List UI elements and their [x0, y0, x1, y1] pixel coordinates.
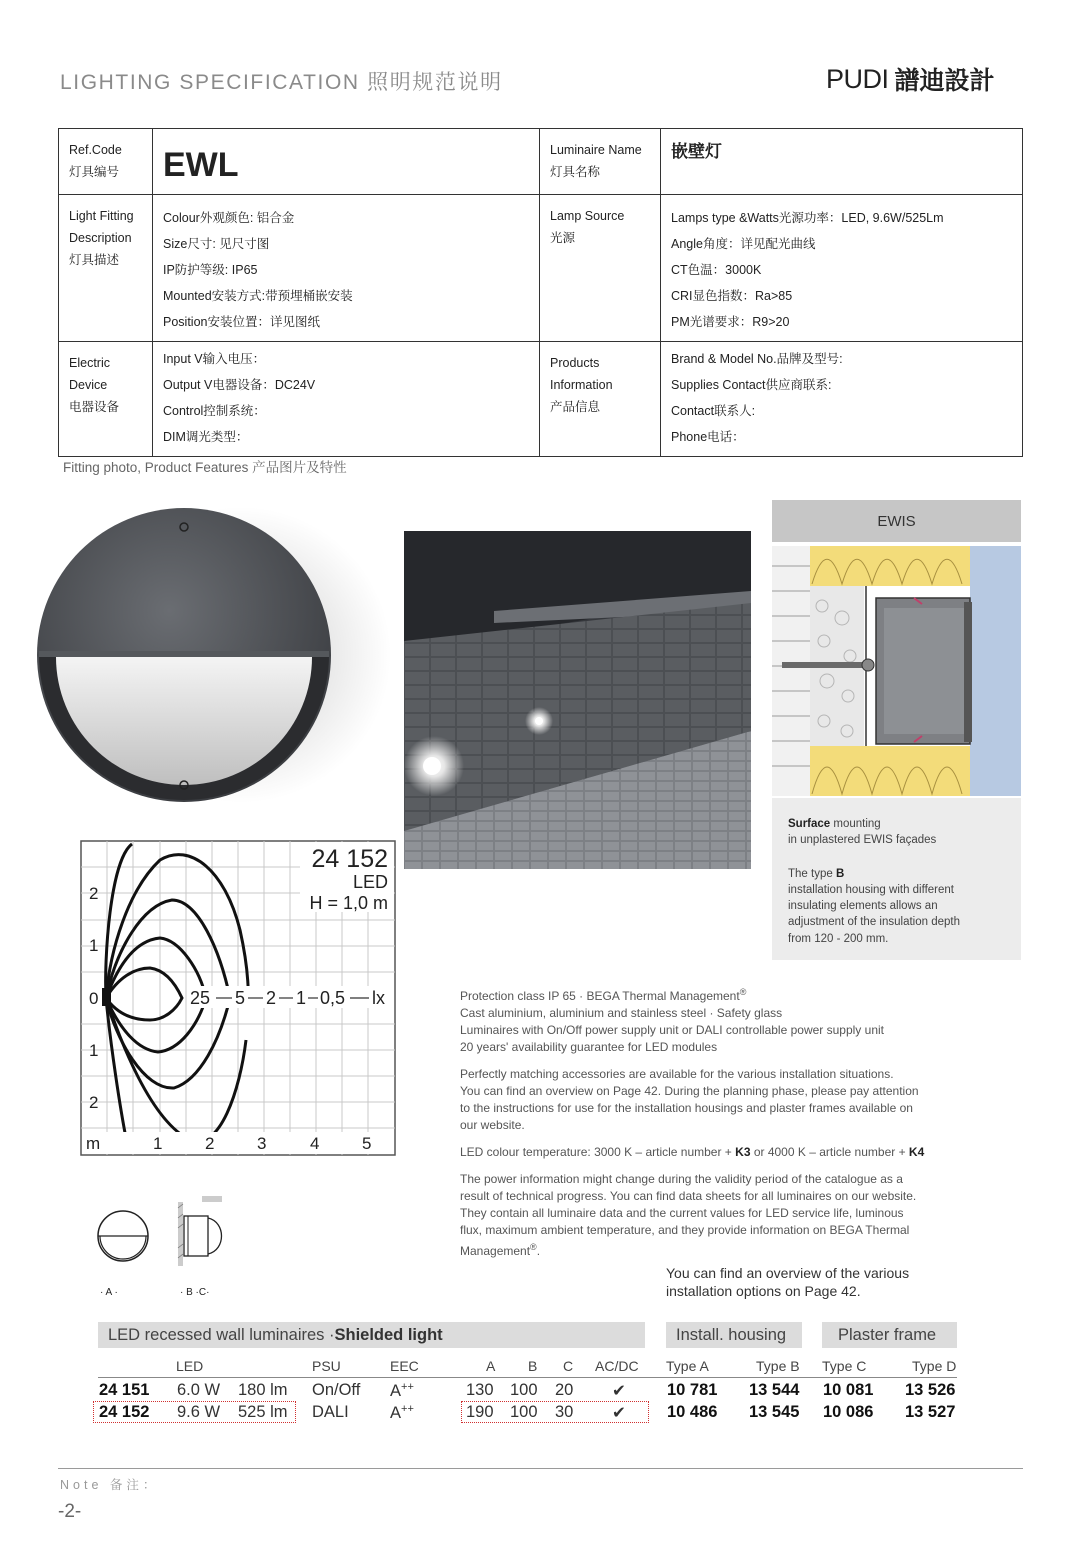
- highlight-selected-dimensions: [461, 1401, 649, 1423]
- col-header-led: LED: [176, 1358, 204, 1374]
- lamp-source-label: Lamp Source 光源: [540, 195, 661, 342]
- x-tick-label: 5: [362, 1134, 372, 1153]
- table-divider: [98, 1377, 957, 1378]
- col-header-c: C: [563, 1358, 574, 1374]
- lamp-source-details: Lamps type &Watts光源功率：LED, 9.6W/525Lm Angle角度：详见配光曲线 CT色温：3000K CRI显色指数：Ra>85 PM光谱要求：R9>20: [661, 195, 1023, 342]
- lx-label: lx: [372, 988, 385, 1008]
- ewis-panel: [772, 500, 1021, 960]
- lx-label: 2: [266, 988, 277, 1008]
- logo-chinese: 譜迪設計: [894, 67, 995, 95]
- isolux-code: 24 152: [311, 845, 388, 873]
- overview-note: You can find an overview of the various installation options on Page 42.: [666, 1265, 910, 1299]
- page-title: LIGHTING SPECIFICATION 照明规范说明: [60, 71, 503, 94]
- lx-label: 1: [296, 988, 307, 1008]
- x-tick-label: 3: [257, 1134, 267, 1153]
- col-header-type-a: Type A: [666, 1358, 709, 1374]
- x-tick-label: m: [86, 1134, 101, 1153]
- col-header-psu: PSU: [312, 1358, 341, 1374]
- fitting-description: Colour外观颜色: 铝合金 Size尺寸: 见尺寸图 IP防护等级: IP65 Mounted安装方式:带预埋桶嵌安装 Position安装位置：详见图纸: [153, 195, 540, 342]
- dim-label-bc: · B ·C·: [180, 1287, 210, 1298]
- ewis-description: Surface mounting in unplastered EWIS façades The type B installation housing with different insulating elements allows an adjustment of the insulation depth from 120 - 200 mm.: [772, 798, 1021, 960]
- highlight-selected-product: [93, 1401, 296, 1423]
- x-tick-label: 1: [153, 1134, 163, 1153]
- y-tick-label: 2: [89, 884, 99, 903]
- col-header-type-d: Type D: [912, 1358, 957, 1374]
- logo-brand: PUDI: [826, 63, 889, 94]
- installation-photo: [404, 531, 751, 869]
- col-header-a: A: [486, 1358, 496, 1374]
- ewis-title: EWIS: [772, 500, 1021, 542]
- plaster-title: Plaster frame: [822, 1322, 957, 1348]
- col-header-eec: EEC: [390, 1358, 419, 1374]
- col-header-acdc: AC/DC: [595, 1358, 639, 1374]
- dimension-icons: [92, 1196, 252, 1300]
- y-tick-label: 2: [89, 1093, 99, 1112]
- ewis-mounting-diagram: [772, 546, 1021, 796]
- luminaire-name-label: Luminaire Name 灯具名称: [540, 129, 661, 195]
- products-info-label: Products Information 产品信息: [540, 342, 661, 457]
- products-info-details: Brand & Model No.品牌及型号: Supplies Contact供应商联系: Contact联系人: Phone电话：: [661, 342, 1023, 457]
- refcode-value: EWL: [153, 129, 540, 195]
- y-tick-label: 1: [89, 936, 99, 955]
- luminaire-photo: [36, 505, 396, 805]
- isolux-height: H = 1,0 m: [309, 893, 388, 913]
- page-number: -2-: [58, 1501, 82, 1522]
- x-tick-label: 2: [205, 1134, 215, 1153]
- footer-divider: [58, 1468, 1023, 1469]
- col-header-type-b: Type B: [756, 1358, 800, 1374]
- product-description: Protection class IP 65 · BEGA Thermal Management® Cast aluminium, aluminium and stainless steel · Safety glass Luminaires with On/Off power supply unit or DALI controllable power supply unit 20 years' availability guarantee for LED modules Perfectly matching accessories are available for the various installation situations. You can find an overview on Page 42. During the planning phase, please pay attention to the instructions for use for the installation housings and plaster frames available on our website. LED colour temperature: 3000 K – article number + K3 or 4000 K – article number + K4 The power information might change during the validity period of the catalogue as a result of technical progress. You can find data sheets for all luminaires on our website. They contain all luminaire data and the current values for LED service life, luminous flux, maximum ambient temperature, and they provide information on BEGA Thermal Management®.: [460, 987, 925, 1258]
- isolux-type: LED: [352, 872, 388, 892]
- luminaire-name-value: 嵌壁灯: [661, 129, 1023, 195]
- isolux-lx-legend: [188, 986, 392, 1008]
- fitting-label: Light Fitting Description 灯具描述: [59, 195, 153, 342]
- note-label: Note 备注：: [60, 1478, 160, 1492]
- electric-device-details: Input V输入电压： Output V电器设备：DC24V Control控制系统： DIM调光类型：: [153, 342, 540, 457]
- x-tick-label: 4: [310, 1134, 320, 1153]
- col-header-type-c: Type C: [822, 1358, 867, 1374]
- lx-label: 0,5: [320, 988, 346, 1008]
- refcode-label: Ref.Code 灯具编号: [59, 129, 153, 195]
- dim-label-a: · A ·: [100, 1287, 118, 1298]
- product-table-title: LED recessed wall luminaires · Shielded light: [98, 1322, 645, 1348]
- lx-label: 25: [190, 988, 211, 1008]
- y-tick-label: 1: [89, 1041, 99, 1060]
- housing-title: Install. housing: [666, 1322, 802, 1348]
- lx-label: 5: [235, 988, 246, 1008]
- spec-table: [58, 128, 1023, 457]
- electric-device-label: Electric Device 电器设备: [59, 342, 153, 457]
- y-tick-label: 0: [89, 989, 99, 1008]
- photo-caption: Fitting photo, Product Features 产品图片及特性: [63, 460, 347, 475]
- isolux-diagram: [80, 840, 396, 1156]
- brand-logo: [826, 62, 1022, 96]
- col-header-b: B: [528, 1358, 538, 1374]
